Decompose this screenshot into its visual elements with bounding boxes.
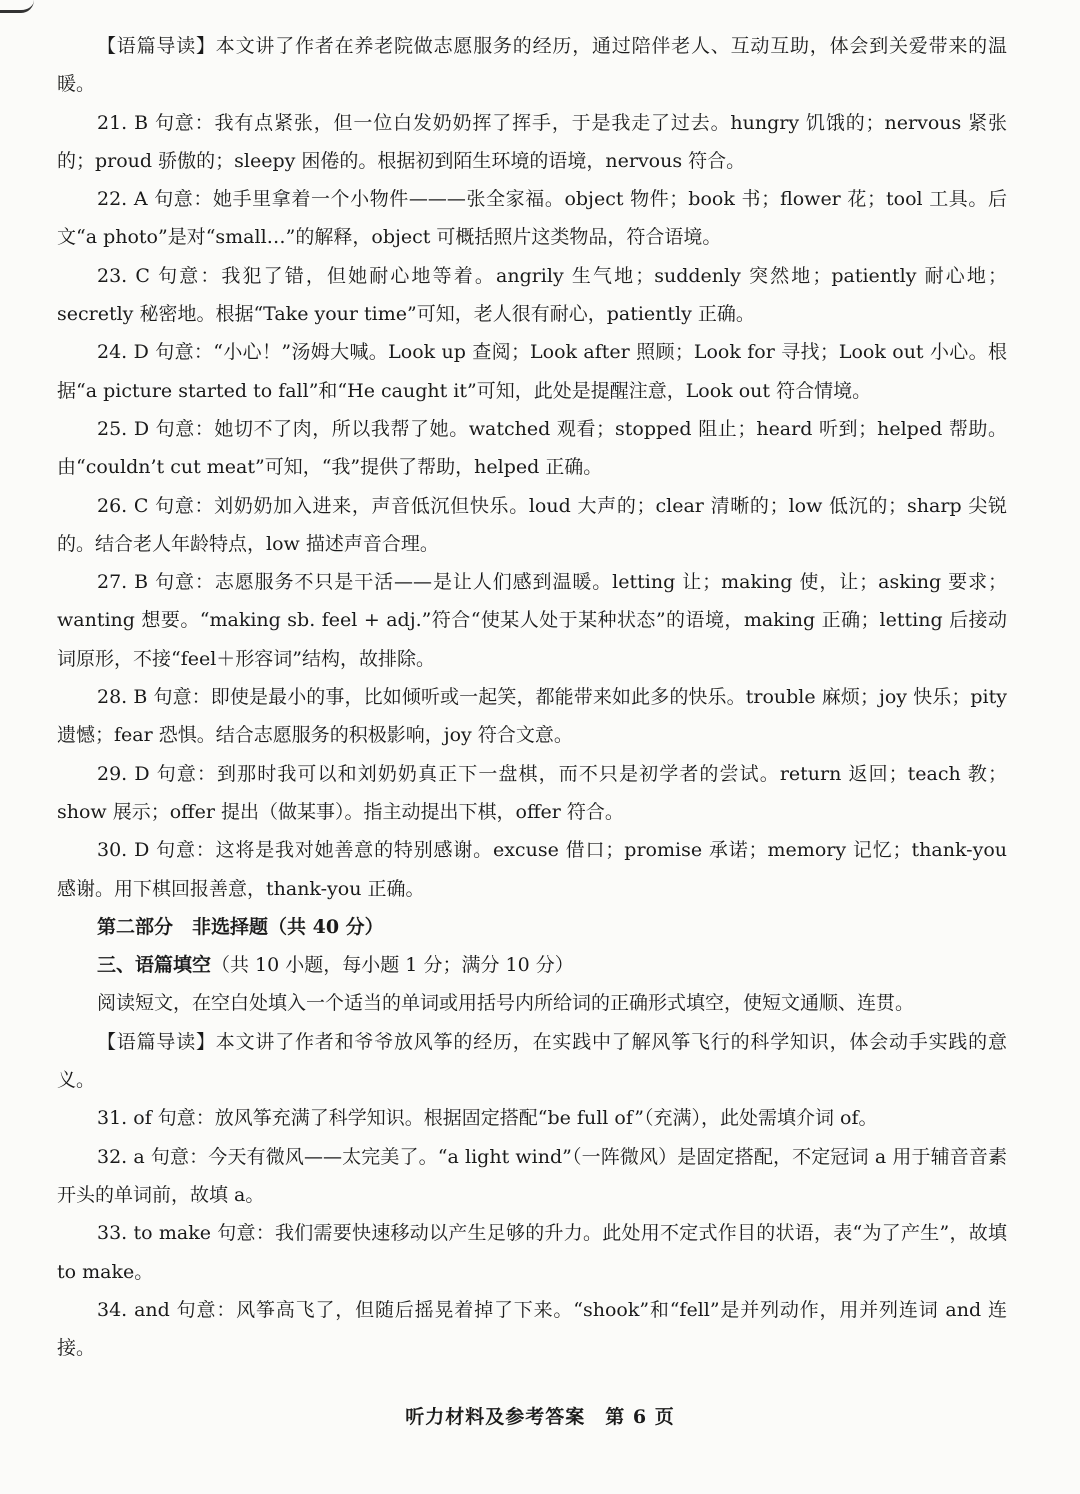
answer-27: 27. B 句意：志愿服务不只是干活——是让人们感到温暖。letting 让；making 使，让；asking 要求；wanting 想要。“making sb. feel + adj.”符合“使某人处于某种状态”的语境，making 正确；letting 后接动词原形，不接“feel＋形容词”结构，故排除。 <box>57 571 1007 670</box>
answer-key-content <box>57 27 1007 1367</box>
section-three-instruction: 阅读短文，在空白处填入一个适当的单词或用括号内所给词的正确形式填空，使短文通顺、连贯。 <box>97 992 915 1015</box>
page-footer: 听力材料及参考答案 第 6 页 <box>405 1406 675 1428</box>
corner-mark <box>0 0 34 13</box>
answer-34: 34. and 句意：风筝高飞了，但随后摇晃着掉了下来。“shook”和“fell”是并列动作，用并列连词 and 连接。 <box>57 1298 1007 1360</box>
answer-33: 33. to make 句意：我们需要快速移动以产生足够的升力。此处用不定式作目的状语，表“为了产生”，故填 to make。 <box>57 1222 1007 1283</box>
intro-paragraph-2: 【语篇导读】本文讲了作者和爷爷放风筝的经历，在实践中了解风筝飞行的科学知识，体会动手实践的意义。 <box>57 1030 1007 1092</box>
section-three-note: （共 10 小题，每小题 1 分；满分 10 分） <box>211 954 574 977</box>
section-three-title: 三、语篇填空 <box>97 954 212 977</box>
answer-32: 32. a 句意：今天有微风——太完美了。“a light wind”（一阵微风）是固定搭配，不定冠词 a 用于辅音音素开头的单词前，故填 a。 <box>57 1145 1007 1206</box>
answer-21: 21. B 句意：我有点紧张，但一位白发奶奶挥了挥手，于是我走了过去。hungry 饥饿的；nervous 紧张的；proud 骄傲的；sleepy 困倦的。根据初到陌生环境的语境，nervous 符合。 <box>57 111 1007 172</box>
intro-paragraph-1: 【语篇导读】本文讲了作者在养老院做志愿服务的经历，通过陪伴老人、互动互助，体会到关爱带来的温暖。 <box>57 35 1007 96</box>
section-three-heading <box>57 946 1007 984</box>
answer-29: 29. D 句意：到那时我可以和刘奶奶真正下一盘棋，而不只是初学者的尝试。return 返回；teach 教；show 展示；offer 提出（做某事）。指主动提出下棋，offer 符合。 <box>57 762 1007 823</box>
answer-23: 23. C 句意：我犯了错，但她耐心地等着。angrily 生气地；suddenly 突然地；patiently 耐心地；secretly 秘密地。根据“Take your time”可知，老人很有耐心，patiently 正确。 <box>57 264 1007 326</box>
answer-25: 25. D 句意：她切不了肉，所以我帮了她。watched 观看；stopped 阻止；heard 听到；helped 帮助。由“couldn’t cut meat”可知，“我”提供了帮助，helped 正确。 <box>57 417 1007 479</box>
answer-30: 30. D 句意：这将是我对她善意的特别感谢。excuse 借口；promise 承诺；memory 记忆；thank-you 感谢。用下棋回报善意，thank-you 正确。 <box>57 839 1007 900</box>
answer-24: 24. D 句意：“小心！”汤姆大喊。Look up 查阅；Look after 照顾；Look for 寻找；Look out 小心。根据“a picture started to fall”和“He caught it”可知，此处是提醒注意，Look out 符合情境。 <box>57 341 1007 402</box>
part-two-heading: 第二部分 非选择题（共 40 分） <box>97 915 384 938</box>
answer-31: 31. of 句意：放风筝充满了科学知识。根据固定搭配“be full of”（充满），此处需填介词 of。 <box>97 1107 878 1130</box>
answer-22: 22. A 句意：她手里拿着一个小物件———张全家福。object 物件；book 书；flower 花；tool 工具。后文“a photo”是对“small…”的解释，object 可概括照片这类物品，符合语境。 <box>57 188 1007 249</box>
answer-28: 28. B 句意：即使是最小的事，比如倾听或一起笑，都能带来如此多的快乐。trouble 麻烦；joy 快乐；pity 遗憾；fear 恐惧。结合志愿服务的积极影响，joy 符合文意。 <box>57 686 1007 747</box>
answer-26: 26. C 句意：刘奶奶加入进来，声音低沉但快乐。loud 大声的；clear 清晰的；low 低沉的；sharp 尖锐的。结合老人年龄特点，low 描述声音合理。 <box>57 494 1007 555</box>
